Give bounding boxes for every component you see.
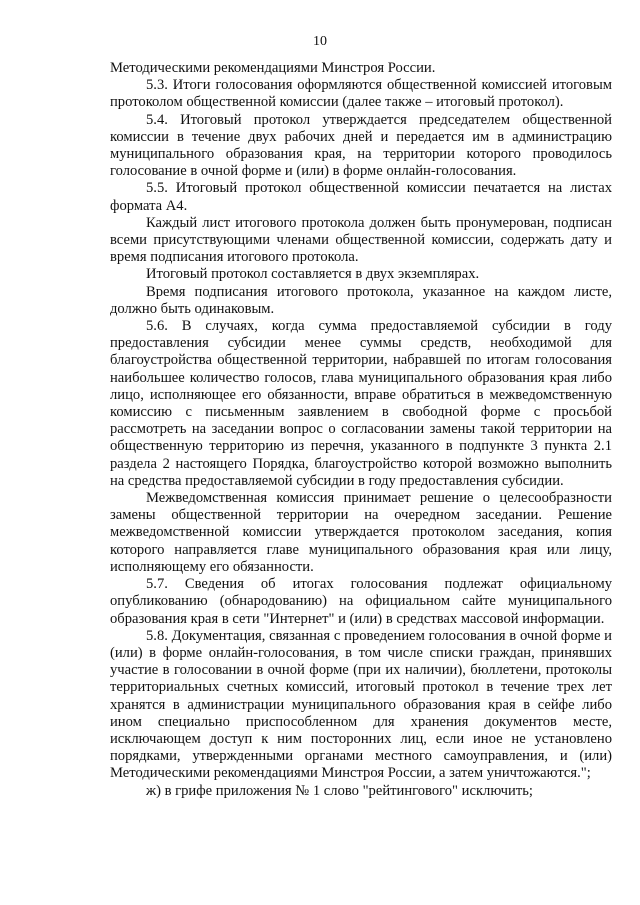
paragraph: 5.5. Итоговый протокол общественной комиссии печатается на листах формата А4. <box>110 180 612 214</box>
paragraph: Методическими рекомендациями Минстроя России. <box>110 60 436 76</box>
paragraph: 5.4. Итоговый протокол утверждается председателем общественной комиссии в течение двух рабочих дней и передается им в администрацию муниципального образования края, на территории которого проводилось голосование в очной форме и (или) в форме онлайн-голосования. <box>110 111 612 180</box>
paragraph: Каждый лист итогового протокола должен быть пронумерован, подписан всеми присутствующими членами общественной комиссии, содержать дату и время подписания итогового протокола. <box>110 214 612 266</box>
document-body <box>110 60 612 800</box>
paragraph: ж) в грифе приложения № 1 слово "рейтингового" исключить; <box>146 782 533 799</box>
paragraph: Итоговый протокол составляется в двух экземплярах. <box>146 266 480 283</box>
page-number: 10 <box>313 34 327 49</box>
paragraph: Межведомственная комиссия принимает решение о целесообразности замены общественной территории на очередном заседании. Решение межведомственной комиссии утверждается протоколом заседания, копия которого направляется главе муниципального образования края или лицу, исполняющему его обязанности. <box>110 490 612 575</box>
paragraph: 5.3. Итоги голосования оформляются общественной комиссией итоговым протоколом общественной комиссии (далее также – итоговый протокол). <box>110 77 612 111</box>
paragraph: 5.6. В случаях, когда сумма предоставляемой субсидии в году предоставления субсидии менее суммы средств, необходимой для благоустройства общественной территории, набравшей по итогам голосования наибольшее количество голосов, глава муниципального образования края либо лицо, исполняющее его обязанности, вправе обратиться в межведомственную комиссию с письменным заявлением в свободной форме с просьбой рассмотреть на заседании вопрос о согласовании замены такой территории на общественную территорию из перечня, указанного в подпункте 3 пункта 2.1 раздела 2 настоящего Порядка, благоустройство которой возможно выполнить на средства предоставляемой субсидии в году предоставления субсидии. <box>110 318 612 489</box>
paragraph: 5.8. Документация, связанная с проведением голосования в очной форме и (или) в форме онлайн-голосования, в том числе списки граждан, принявших участие в голосовании в очной форме (при их наличии), бюллетени, протоколы территориальных счетных комиссий, итоговый протокол в течение трех лет хранятся в администрации муниципального образования края в сейфе либо ином специально приспособленном для хранения документов месте, исключающем доступ к ним посторонних лиц, если иное не установлено порядками, утвержденными органами местного самоуправления, и (или) Методическими рекомендациями Минстроя России, а затем уничтожаются."; <box>110 627 612 782</box>
paragraph: Время подписания итогового протокола, указанное на каждом листе, должно быть одинаковым. <box>110 283 612 317</box>
paragraph: 5.7. Сведения об итогах голосования подлежат официальному опубликованию (обнародованию) на официальном сайте муниципального образования края в сети "Интернет" и (или) в средствах массовой информации. <box>110 576 612 627</box>
